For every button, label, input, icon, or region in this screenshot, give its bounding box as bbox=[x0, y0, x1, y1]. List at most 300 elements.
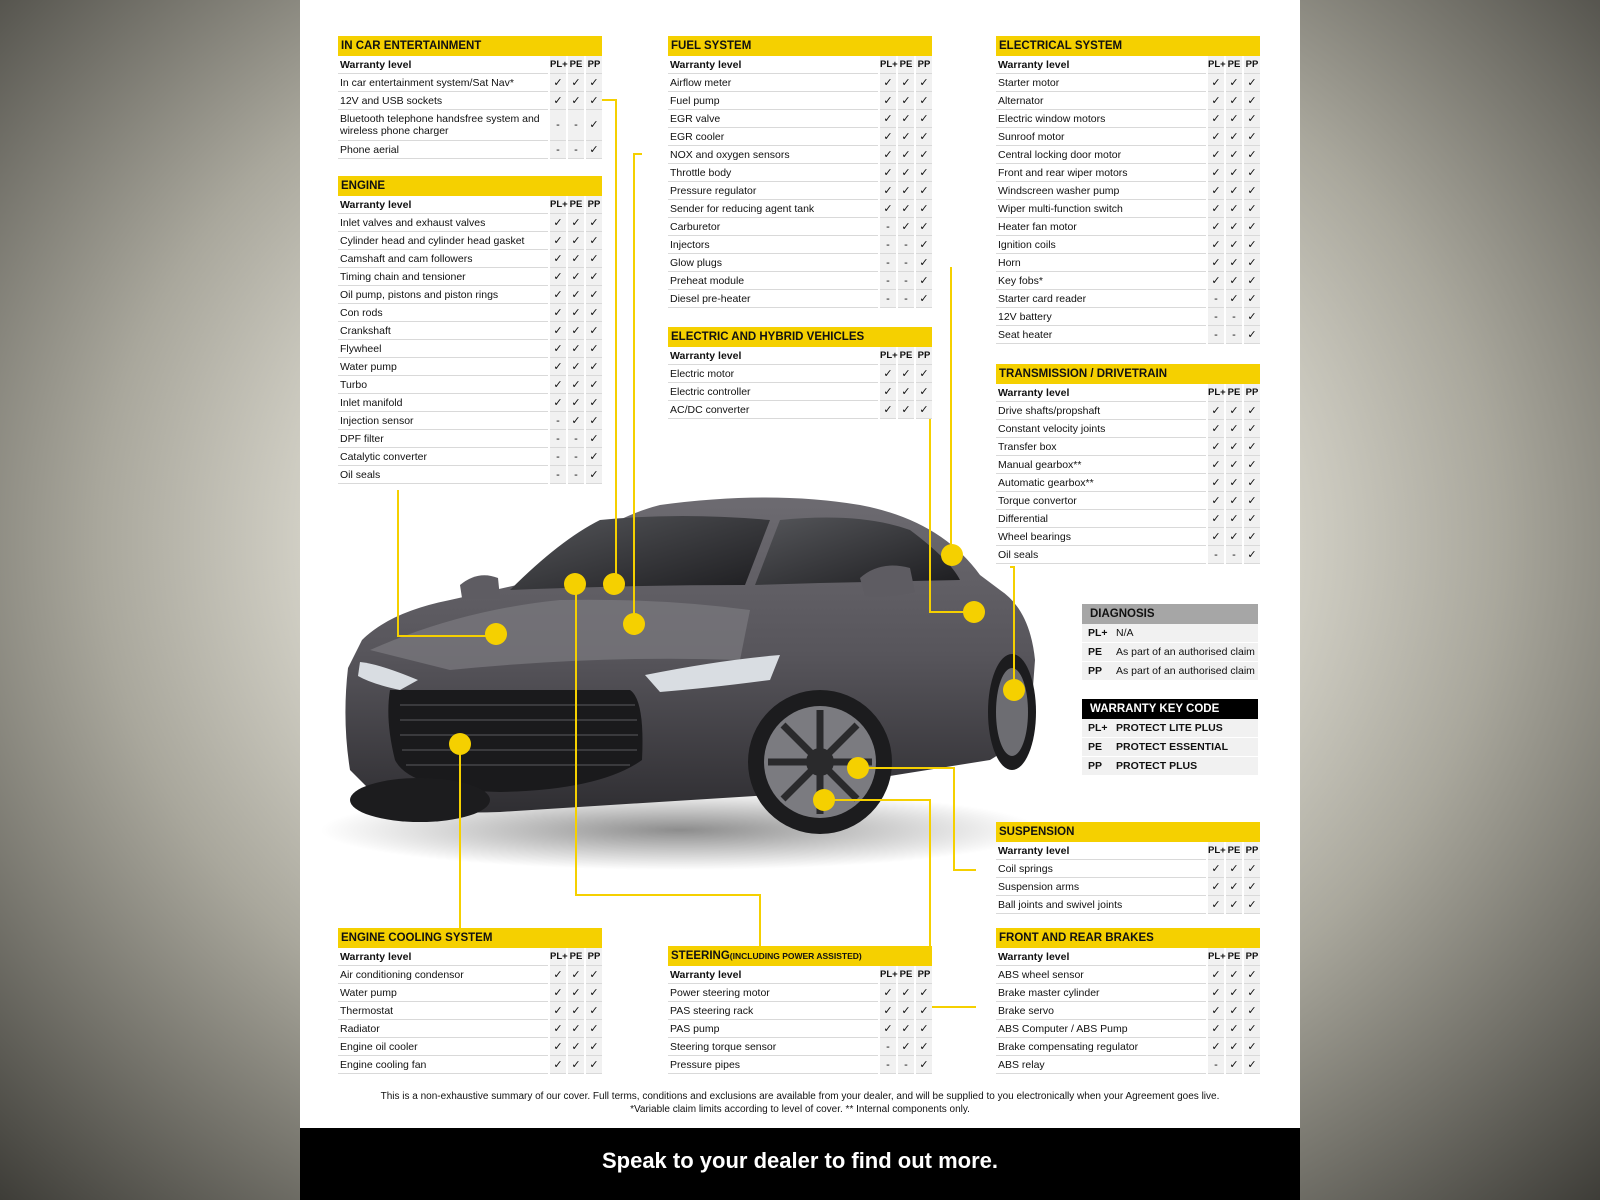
table-body bbox=[996, 56, 1260, 344]
coverage-cell: ✓ bbox=[1207, 474, 1225, 492]
coverage-cell: - bbox=[1207, 308, 1225, 326]
coverage-cell: ✓ bbox=[1225, 182, 1243, 200]
coverage-cell: ✓ bbox=[1225, 966, 1243, 984]
component-name: Pressure pipes bbox=[668, 1056, 879, 1074]
coverage-cell: ✓ bbox=[897, 1002, 915, 1020]
coverage-cell: ✓ bbox=[549, 286, 567, 304]
column-header: PP bbox=[1243, 842, 1260, 860]
column-header: PL+ bbox=[549, 196, 567, 214]
coverage-cell: ✓ bbox=[879, 110, 897, 128]
coverage-cell: ✓ bbox=[567, 1056, 585, 1074]
diagnosis-table bbox=[1082, 624, 1258, 681]
table-suspension bbox=[996, 822, 1260, 914]
coverage-cell: ✓ bbox=[1243, 74, 1260, 92]
coverage-cell: ✓ bbox=[1207, 528, 1225, 546]
coverage-cell: ✓ bbox=[567, 340, 585, 358]
column-header: PL+ bbox=[879, 966, 897, 984]
coverage-cell: ✓ bbox=[879, 146, 897, 164]
coverage-cell: ✓ bbox=[567, 1038, 585, 1056]
table-row bbox=[996, 92, 1260, 110]
table-row bbox=[338, 1002, 602, 1020]
key-code: PL+ bbox=[1082, 719, 1113, 738]
component-name: Engine cooling fan bbox=[338, 1056, 549, 1074]
table-row bbox=[668, 1038, 932, 1056]
component-name: Suspension arms bbox=[996, 878, 1207, 896]
component-name: 12V and USB sockets bbox=[338, 92, 549, 110]
column-header: PP bbox=[585, 948, 602, 966]
coverage-cell: ✓ bbox=[1243, 420, 1260, 438]
coverage-cell: - bbox=[879, 254, 897, 272]
table-engine-cooling bbox=[338, 928, 602, 1074]
warranty-level-label: Warranty level bbox=[996, 948, 1207, 966]
coverage-cell: ✓ bbox=[549, 232, 567, 250]
component-name: Brake servo bbox=[996, 1002, 1207, 1020]
coverage-cell: ✓ bbox=[585, 376, 602, 394]
coverage-cell: ✓ bbox=[879, 1020, 897, 1038]
table-row bbox=[668, 984, 932, 1002]
table-row bbox=[996, 528, 1260, 546]
coverage-cell: ✓ bbox=[1207, 1038, 1225, 1056]
key-description: PROTECT PLUS bbox=[1113, 757, 1258, 776]
coverage-cell: ✓ bbox=[567, 250, 585, 268]
table-row bbox=[338, 412, 602, 430]
table-row bbox=[996, 290, 1260, 308]
coverage-cell: ✓ bbox=[549, 322, 567, 340]
table-header-row bbox=[338, 196, 602, 214]
coverage-cell: ✓ bbox=[567, 268, 585, 286]
coverage-cell: ✓ bbox=[1207, 200, 1225, 218]
coverage-cell: - bbox=[567, 141, 585, 159]
coverage-cell: ✓ bbox=[915, 272, 932, 290]
coverage-cell: ✓ bbox=[879, 128, 897, 146]
coverage-cell: - bbox=[879, 1038, 897, 1056]
coverage-cell: ✓ bbox=[1207, 1020, 1225, 1038]
warranty-level-label: Warranty level bbox=[996, 384, 1207, 402]
component-name: Drive shafts/propshaft bbox=[996, 402, 1207, 420]
coverage-cell: - bbox=[567, 466, 585, 484]
coverage-cell: ✓ bbox=[1225, 254, 1243, 272]
table-row bbox=[338, 1038, 602, 1056]
table-row bbox=[668, 236, 932, 254]
component-name: ABS Computer / ABS Pump bbox=[996, 1020, 1207, 1038]
table-title bbox=[668, 36, 932, 56]
key-description: PROTECT ESSENTIAL bbox=[1113, 738, 1258, 757]
coverage-cell: ✓ bbox=[1225, 128, 1243, 146]
coverage-cell: ✓ bbox=[567, 74, 585, 92]
component-name: ABS relay bbox=[996, 1056, 1207, 1074]
component-name: Oil pump, pistons and piston rings bbox=[338, 286, 549, 304]
table-title-text: ELECTRICAL SYSTEM bbox=[999, 40, 1123, 52]
coverage-cell: ✓ bbox=[567, 286, 585, 304]
coverage-cell: ✓ bbox=[1207, 438, 1225, 456]
coverage-cell: ✓ bbox=[1225, 290, 1243, 308]
component-name: Flywheel bbox=[338, 340, 549, 358]
coverage-cell: ✓ bbox=[1243, 218, 1260, 236]
coverage-cell: ✓ bbox=[1243, 438, 1260, 456]
coverage-cell: ✓ bbox=[897, 92, 915, 110]
coverage-cell: ✓ bbox=[549, 340, 567, 358]
left-mirror bbox=[460, 575, 500, 599]
coverage-cell: ✓ bbox=[585, 214, 602, 232]
component-name: Sender for reducing agent tank bbox=[668, 200, 879, 218]
coverage-cell: ✓ bbox=[1207, 510, 1225, 528]
component-name: Transfer box bbox=[996, 438, 1207, 456]
coverage-cell: ✓ bbox=[1243, 272, 1260, 290]
component-name: Glow plugs bbox=[668, 254, 879, 272]
component-name: Alternator bbox=[996, 92, 1207, 110]
component-name: Preheat module bbox=[668, 272, 879, 290]
table-row bbox=[338, 358, 602, 376]
coverage-cell: ✓ bbox=[1207, 272, 1225, 290]
component-name: Central locking door motor bbox=[996, 146, 1207, 164]
table-row bbox=[668, 401, 932, 419]
coverage-cell: - bbox=[879, 272, 897, 290]
key-code: PE bbox=[1082, 738, 1113, 757]
column-header: PE bbox=[1225, 948, 1243, 966]
component-name: Air conditioning condensor bbox=[338, 966, 549, 984]
coverage-cell: ✓ bbox=[1243, 1020, 1260, 1038]
coverage-cell: ✓ bbox=[549, 92, 567, 110]
coverage-cell: ✓ bbox=[567, 92, 585, 110]
component-name: Phone aerial bbox=[338, 141, 549, 159]
coverage-cell: - bbox=[549, 466, 567, 484]
coverage-cell: - bbox=[549, 412, 567, 430]
component-name: Ball joints and swivel joints bbox=[996, 896, 1207, 914]
coverage-cell: ✓ bbox=[1243, 474, 1260, 492]
component-name: Water pump bbox=[338, 984, 549, 1002]
coverage-cell: ✓ bbox=[897, 110, 915, 128]
coverage-cell: ✓ bbox=[879, 401, 897, 419]
coverage-cell: ✓ bbox=[585, 232, 602, 250]
table-row bbox=[996, 272, 1260, 290]
column-header: PL+ bbox=[549, 948, 567, 966]
coverage-cell: ✓ bbox=[915, 383, 932, 401]
table-row bbox=[668, 290, 932, 308]
table-row bbox=[668, 1002, 932, 1020]
table-row bbox=[996, 1038, 1260, 1056]
coverage-cell: ✓ bbox=[1207, 420, 1225, 438]
table-row bbox=[996, 146, 1260, 164]
coverage-cell: ✓ bbox=[915, 200, 932, 218]
component-name: Diesel pre-heater bbox=[668, 290, 879, 308]
coverage-cell: ✓ bbox=[549, 358, 567, 376]
key-row bbox=[1082, 757, 1258, 776]
table-fuel-system bbox=[668, 36, 932, 308]
coverage-cell: ✓ bbox=[1243, 510, 1260, 528]
table-header-row bbox=[668, 966, 932, 984]
component-name: Ignition coils bbox=[996, 236, 1207, 254]
table-row bbox=[996, 74, 1260, 92]
table-row bbox=[996, 326, 1260, 344]
component-name: Radiator bbox=[338, 1020, 549, 1038]
coverage-cell: ✓ bbox=[567, 232, 585, 250]
coverage-cell: ✓ bbox=[567, 966, 585, 984]
component-name: Electric motor bbox=[668, 365, 879, 383]
coverage-cell: ✓ bbox=[549, 214, 567, 232]
table-row bbox=[668, 74, 932, 92]
table-header-row bbox=[338, 948, 602, 966]
component-name: Automatic gearbox** bbox=[996, 474, 1207, 492]
table-row bbox=[668, 182, 932, 200]
coverage-cell: ✓ bbox=[879, 92, 897, 110]
footnote-line-1: This is a non-exhaustive summary of our cover. Full terms, conditions and exclusions are available from your dealer, and will be supplied to you electronically when your Agreement goes live. bbox=[380, 1091, 1220, 1102]
table-title bbox=[996, 928, 1260, 948]
table-title bbox=[996, 364, 1260, 384]
table-row bbox=[668, 1056, 932, 1074]
coverage-cell: ✓ bbox=[585, 286, 602, 304]
coverage-cell: - bbox=[879, 218, 897, 236]
table-row bbox=[668, 128, 932, 146]
coverage-cell: - bbox=[897, 1056, 915, 1074]
component-name: Differential bbox=[996, 510, 1207, 528]
coverage-cell: ✓ bbox=[1243, 528, 1260, 546]
coverage-cell: ✓ bbox=[1243, 146, 1260, 164]
coverage-cell: ✓ bbox=[567, 214, 585, 232]
coverage-cell: ✓ bbox=[879, 365, 897, 383]
coverage-cell: ✓ bbox=[1243, 92, 1260, 110]
component-name: Cylinder head and cylinder head gasket bbox=[338, 232, 549, 250]
column-header: PE bbox=[1225, 842, 1243, 860]
table-title-text: FUEL SYSTEM bbox=[671, 40, 752, 52]
table-row bbox=[996, 438, 1260, 456]
coverage-cell: ✓ bbox=[567, 1020, 585, 1038]
warranty-level-label: Warranty level bbox=[338, 56, 549, 74]
coverage-cell: - bbox=[1207, 546, 1225, 564]
table-row bbox=[668, 272, 932, 290]
coverage-cell: ✓ bbox=[1225, 1002, 1243, 1020]
column-header: PE bbox=[567, 56, 585, 74]
coverage-cell: - bbox=[897, 272, 915, 290]
component-name: Starter motor bbox=[996, 74, 1207, 92]
coverage-cell: ✓ bbox=[549, 984, 567, 1002]
table-row bbox=[338, 376, 602, 394]
table-row bbox=[338, 394, 602, 412]
coverage-cell: ✓ bbox=[879, 383, 897, 401]
table-row bbox=[996, 966, 1260, 984]
coverage-cell: ✓ bbox=[879, 984, 897, 1002]
coverage-cell: ✓ bbox=[549, 1020, 567, 1038]
table-header-row bbox=[338, 56, 602, 74]
coverage-cell: ✓ bbox=[1225, 420, 1243, 438]
component-name: Pressure regulator bbox=[668, 182, 879, 200]
component-name: Crankshaft bbox=[338, 322, 549, 340]
column-header: PL+ bbox=[549, 56, 567, 74]
coverage-cell: ✓ bbox=[1207, 218, 1225, 236]
table-row bbox=[996, 878, 1260, 896]
component-name: Wiper multi-function switch bbox=[996, 200, 1207, 218]
table-row bbox=[996, 456, 1260, 474]
table-row bbox=[996, 182, 1260, 200]
coverage-cell: ✓ bbox=[549, 74, 567, 92]
key-code: PE bbox=[1082, 643, 1113, 662]
table-row bbox=[668, 218, 932, 236]
coverage-cell: ✓ bbox=[897, 74, 915, 92]
table-row bbox=[338, 1056, 602, 1074]
coverage-cell: ✓ bbox=[1225, 200, 1243, 218]
coverage-cell: ✓ bbox=[585, 141, 602, 159]
coverage-cell: ✓ bbox=[1225, 74, 1243, 92]
table-row bbox=[996, 896, 1260, 914]
table-row bbox=[338, 448, 602, 466]
component-name: Starter card reader bbox=[996, 290, 1207, 308]
coverage-cell: ✓ bbox=[585, 322, 602, 340]
coverage-cell: ✓ bbox=[585, 430, 602, 448]
coverage-cell: ✓ bbox=[897, 1020, 915, 1038]
column-header: PP bbox=[1243, 384, 1260, 402]
coverage-cell: ✓ bbox=[585, 358, 602, 376]
coverage-cell: ✓ bbox=[1207, 456, 1225, 474]
coverage-cell: ✓ bbox=[549, 966, 567, 984]
table-row bbox=[668, 164, 932, 182]
key-description: As part of an authorised claim bbox=[1113, 643, 1258, 662]
coverage-cell: ✓ bbox=[915, 365, 932, 383]
coverage-cell: ✓ bbox=[1207, 896, 1225, 914]
key-row bbox=[1082, 643, 1258, 662]
coverage-cell: ✓ bbox=[915, 236, 932, 254]
coverage-cell: ✓ bbox=[585, 268, 602, 286]
coverage-cell: ✓ bbox=[1225, 402, 1243, 420]
warranty-poster bbox=[300, 0, 1300, 1200]
coverage-cell: ✓ bbox=[567, 1002, 585, 1020]
coverage-cell: ✓ bbox=[567, 322, 585, 340]
coverage-cell: ✓ bbox=[1207, 182, 1225, 200]
column-header: PP bbox=[1243, 948, 1260, 966]
coverage-cell: ✓ bbox=[879, 1002, 897, 1020]
table-body bbox=[996, 948, 1260, 1074]
component-name: EGR valve bbox=[668, 110, 879, 128]
table-row bbox=[338, 466, 602, 484]
coverage-cell: ✓ bbox=[915, 182, 932, 200]
coverage-cell: ✓ bbox=[1207, 860, 1225, 878]
table-title-text: ENGINE bbox=[341, 180, 386, 192]
coverage-cell: ✓ bbox=[549, 1056, 567, 1074]
coverage-cell: ✓ bbox=[1225, 110, 1243, 128]
table-row bbox=[996, 984, 1260, 1002]
coverage-cell: ✓ bbox=[1207, 236, 1225, 254]
column-header: PP bbox=[585, 196, 602, 214]
coverage-cell: ✓ bbox=[915, 128, 932, 146]
footnote-line-2: *Variable claim limits according to level of cover. ** Internal components only. bbox=[630, 1104, 970, 1115]
coverage-cell: ✓ bbox=[1207, 1002, 1225, 1020]
coverage-cell: ✓ bbox=[567, 394, 585, 412]
key-code-title: WARRANTY KEY CODE bbox=[1082, 699, 1258, 719]
table-row bbox=[996, 254, 1260, 272]
component-name: AC/DC converter bbox=[668, 401, 879, 419]
coverage-cell: ✓ bbox=[1243, 546, 1260, 564]
component-name: Steering torque sensor bbox=[668, 1038, 879, 1056]
coverage-cell: ✓ bbox=[915, 110, 932, 128]
coverage-cell: ✓ bbox=[1225, 510, 1243, 528]
table-row bbox=[338, 141, 602, 159]
coverage-cell: ✓ bbox=[1225, 272, 1243, 290]
coverage-cell: ✓ bbox=[549, 376, 567, 394]
column-header: PE bbox=[567, 948, 585, 966]
column-header: PL+ bbox=[1207, 948, 1225, 966]
table-row bbox=[996, 402, 1260, 420]
dealer-banner: Speak to your dealer to find out more. bbox=[300, 1128, 1300, 1200]
coverage-cell: ✓ bbox=[549, 268, 567, 286]
table-row bbox=[668, 110, 932, 128]
table-header-row bbox=[996, 948, 1260, 966]
component-name: Wheel bearings bbox=[996, 528, 1207, 546]
component-name: Seat heater bbox=[996, 326, 1207, 344]
warranty-level-label: Warranty level bbox=[338, 196, 549, 214]
coverage-cell: ✓ bbox=[1207, 984, 1225, 1002]
coverage-cell: ✓ bbox=[897, 401, 915, 419]
column-header: PL+ bbox=[1207, 56, 1225, 74]
component-name: Injection sensor bbox=[338, 412, 549, 430]
coverage-cell: ✓ bbox=[915, 1002, 932, 1020]
component-name: Catalytic converter bbox=[338, 448, 549, 466]
component-name: Constant velocity joints bbox=[996, 420, 1207, 438]
component-name: Engine oil cooler bbox=[338, 1038, 549, 1056]
coverage-cell: - bbox=[549, 448, 567, 466]
component-name: Horn bbox=[996, 254, 1207, 272]
coverage-cell: ✓ bbox=[915, 984, 932, 1002]
component-name: Brake master cylinder bbox=[996, 984, 1207, 1002]
table-row bbox=[996, 164, 1260, 182]
coverage-cell: ✓ bbox=[897, 1038, 915, 1056]
table-title-text: STEERING bbox=[671, 950, 730, 962]
component-name: Oil seals bbox=[996, 546, 1207, 564]
coverage-cell: ✓ bbox=[915, 92, 932, 110]
component-name: Throttle body bbox=[668, 164, 879, 182]
component-name: Injectors bbox=[668, 236, 879, 254]
table-row bbox=[338, 74, 602, 92]
warranty-level-label: Warranty level bbox=[338, 948, 549, 966]
column-header: PL+ bbox=[879, 347, 897, 365]
table-row bbox=[338, 110, 602, 141]
coverage-cell: - bbox=[1207, 290, 1225, 308]
coverage-cell: - bbox=[897, 254, 915, 272]
coverage-cell: ✓ bbox=[879, 74, 897, 92]
key-row bbox=[1082, 662, 1258, 681]
component-name: Airflow meter bbox=[668, 74, 879, 92]
coverage-cell: ✓ bbox=[1243, 236, 1260, 254]
coverage-cell: - bbox=[1207, 1056, 1225, 1074]
table-steering bbox=[668, 946, 932, 1074]
coverage-cell: - bbox=[879, 1056, 897, 1074]
table-row bbox=[996, 200, 1260, 218]
coverage-cell: ✓ bbox=[915, 74, 932, 92]
table-header-row bbox=[996, 56, 1260, 74]
coverage-cell: - bbox=[1225, 308, 1243, 326]
table-row bbox=[338, 984, 602, 1002]
table-header-row bbox=[996, 384, 1260, 402]
coverage-cell: ✓ bbox=[879, 164, 897, 182]
table-row bbox=[338, 232, 602, 250]
table-title bbox=[338, 176, 602, 196]
coverage-cell: ✓ bbox=[915, 1056, 932, 1074]
coverage-cell: ✓ bbox=[1225, 438, 1243, 456]
component-name: In car entertainment system/Sat Nav* bbox=[338, 74, 549, 92]
coverage-cell: ✓ bbox=[567, 304, 585, 322]
key-row bbox=[1082, 719, 1258, 738]
coverage-cell: ✓ bbox=[1243, 966, 1260, 984]
key-description: N/A bbox=[1113, 624, 1258, 643]
coverage-cell: ✓ bbox=[1243, 182, 1260, 200]
table-row bbox=[338, 214, 602, 232]
table-title bbox=[338, 928, 602, 948]
coverage-cell: ✓ bbox=[1243, 896, 1260, 914]
coverage-cell: ✓ bbox=[1243, 1002, 1260, 1020]
coverage-cell: ✓ bbox=[897, 200, 915, 218]
car-windscreen bbox=[510, 516, 770, 590]
coverage-cell: ✓ bbox=[897, 365, 915, 383]
warranty-level-label: Warranty level bbox=[996, 842, 1207, 860]
coverage-cell: - bbox=[567, 430, 585, 448]
table-body bbox=[668, 347, 932, 419]
